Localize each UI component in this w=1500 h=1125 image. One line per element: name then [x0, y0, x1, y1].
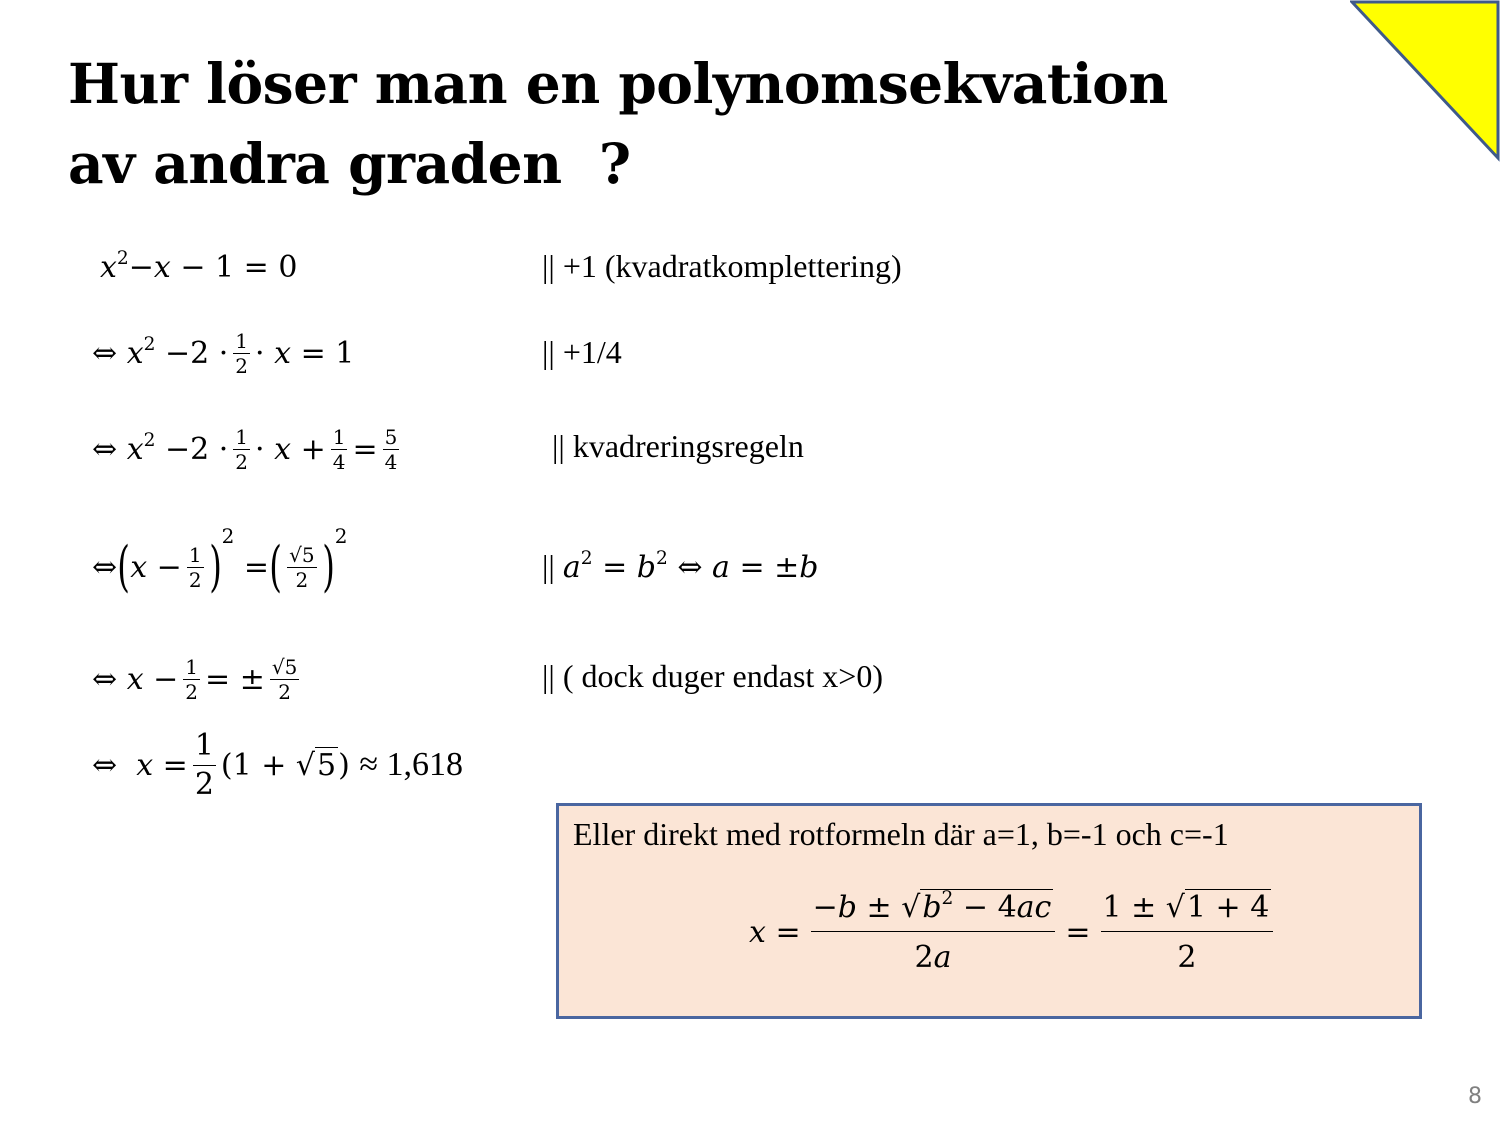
slide-title — [68, 44, 1168, 204]
equation-step-3: ⇔ $x^2 -2$ · 1 2 · x + $\frac{1}{4}$ = $\frac{5}{4}$ — [92, 424, 398, 474]
title-line-2: av andra graden ? — [68, 131, 631, 196]
step-4-note-prefix: || — [542, 548, 555, 584]
equation-step-4: ⇔ ( x − $\frac{1}{2}$ ) 2 = ( √5 2 ) 2 — [92, 524, 348, 598]
quadratic-formula: x = $\frac{-b \pm √b^2 - 4ac}{2a}$ = $\frac{1 \pm √1 + 4}{2}$ — [749, 890, 1283, 975]
equation-step-6: ⇔ x = $\frac{1}{2}$ (1 + √5) ≈ 1,618 — [92, 727, 464, 802]
step-1-note: || +1 (kvadratkomplettering) — [542, 248, 902, 284]
step-4-note: || $a^2 = b^2$ ⇔ a = ±b — [542, 547, 819, 585]
equation-step-5: ⇔ x − $\frac{1}{2}$ = ± $\frac{√5}{2}$ — [92, 654, 298, 704]
step-5-note: || ( dock duger endast x>0) — [542, 658, 883, 694]
equation-step-2: ⇔ $x^2 -2$ · 1 2 · x = 1 — [92, 328, 355, 378]
result-approximation: ≈ 1,618 — [359, 746, 464, 783]
quadratic-formula-intro: Eller direkt med rotformeln där a=1, b=-1 och c=-1 — [573, 816, 1229, 852]
equation-step-1: $x^2-x - 1 = 0$ — [100, 247, 298, 285]
step-2-note: || +1/4 — [542, 334, 622, 370]
title-line-1: Hur löser man en polynomsekvation — [68, 51, 1168, 116]
quadratic-formula-box — [556, 803, 1422, 1019]
page-number: 8 — [1468, 1084, 1482, 1109]
step-3-note: || kvadreringsregeln — [552, 428, 804, 464]
corner-triangle-decoration — [1350, 0, 1500, 162]
